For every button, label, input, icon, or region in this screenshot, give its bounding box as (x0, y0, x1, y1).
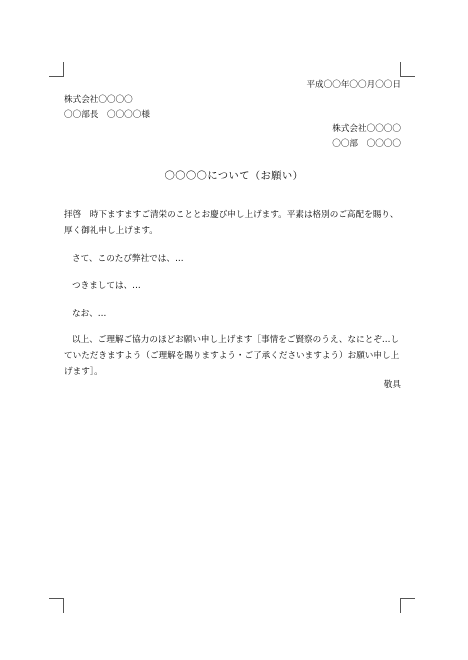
crop-mark-top-right (400, 62, 415, 77)
body-paragraph-1: さて、このたび弊社では、… (72, 254, 184, 264)
opening-paragraph: 拝啓 時下ますますご清栄のこととお慶び申し上げます。平素は格別のご高配を賜り、厚く御礼申し上げます。 (64, 210, 399, 236)
letter-title: 〇〇〇〇について（お願い） (164, 171, 304, 182)
body-paragraph-3: なお、… (72, 309, 107, 319)
sender-company: 株式会社〇〇〇〇 (332, 124, 401, 134)
recipient-company: 株式会社〇〇〇〇 (64, 95, 133, 105)
crop-mark-top-left (49, 62, 64, 77)
sender-person: 〇〇部 〇〇〇〇 (332, 139, 401, 149)
recipient-person: 〇〇部長 〇〇〇〇様 (64, 110, 150, 120)
crop-mark-bottom-right (400, 598, 415, 613)
letter-date: 平成〇〇年〇〇月〇〇日 (306, 80, 401, 90)
body-paragraph-2: つきましては、… (72, 281, 141, 291)
complimentary-close: 敬具 (383, 380, 401, 390)
crop-mark-bottom-left (49, 598, 64, 613)
closing-paragraph: 以上、ご理解ご協力のほどお願い申し上げます［事情をご賢察のうえ、なにとぞ…していただきますよう（ご理解を賜りますよう・ご了承くださいますよう）お願い申し上げます］。 (64, 335, 400, 377)
